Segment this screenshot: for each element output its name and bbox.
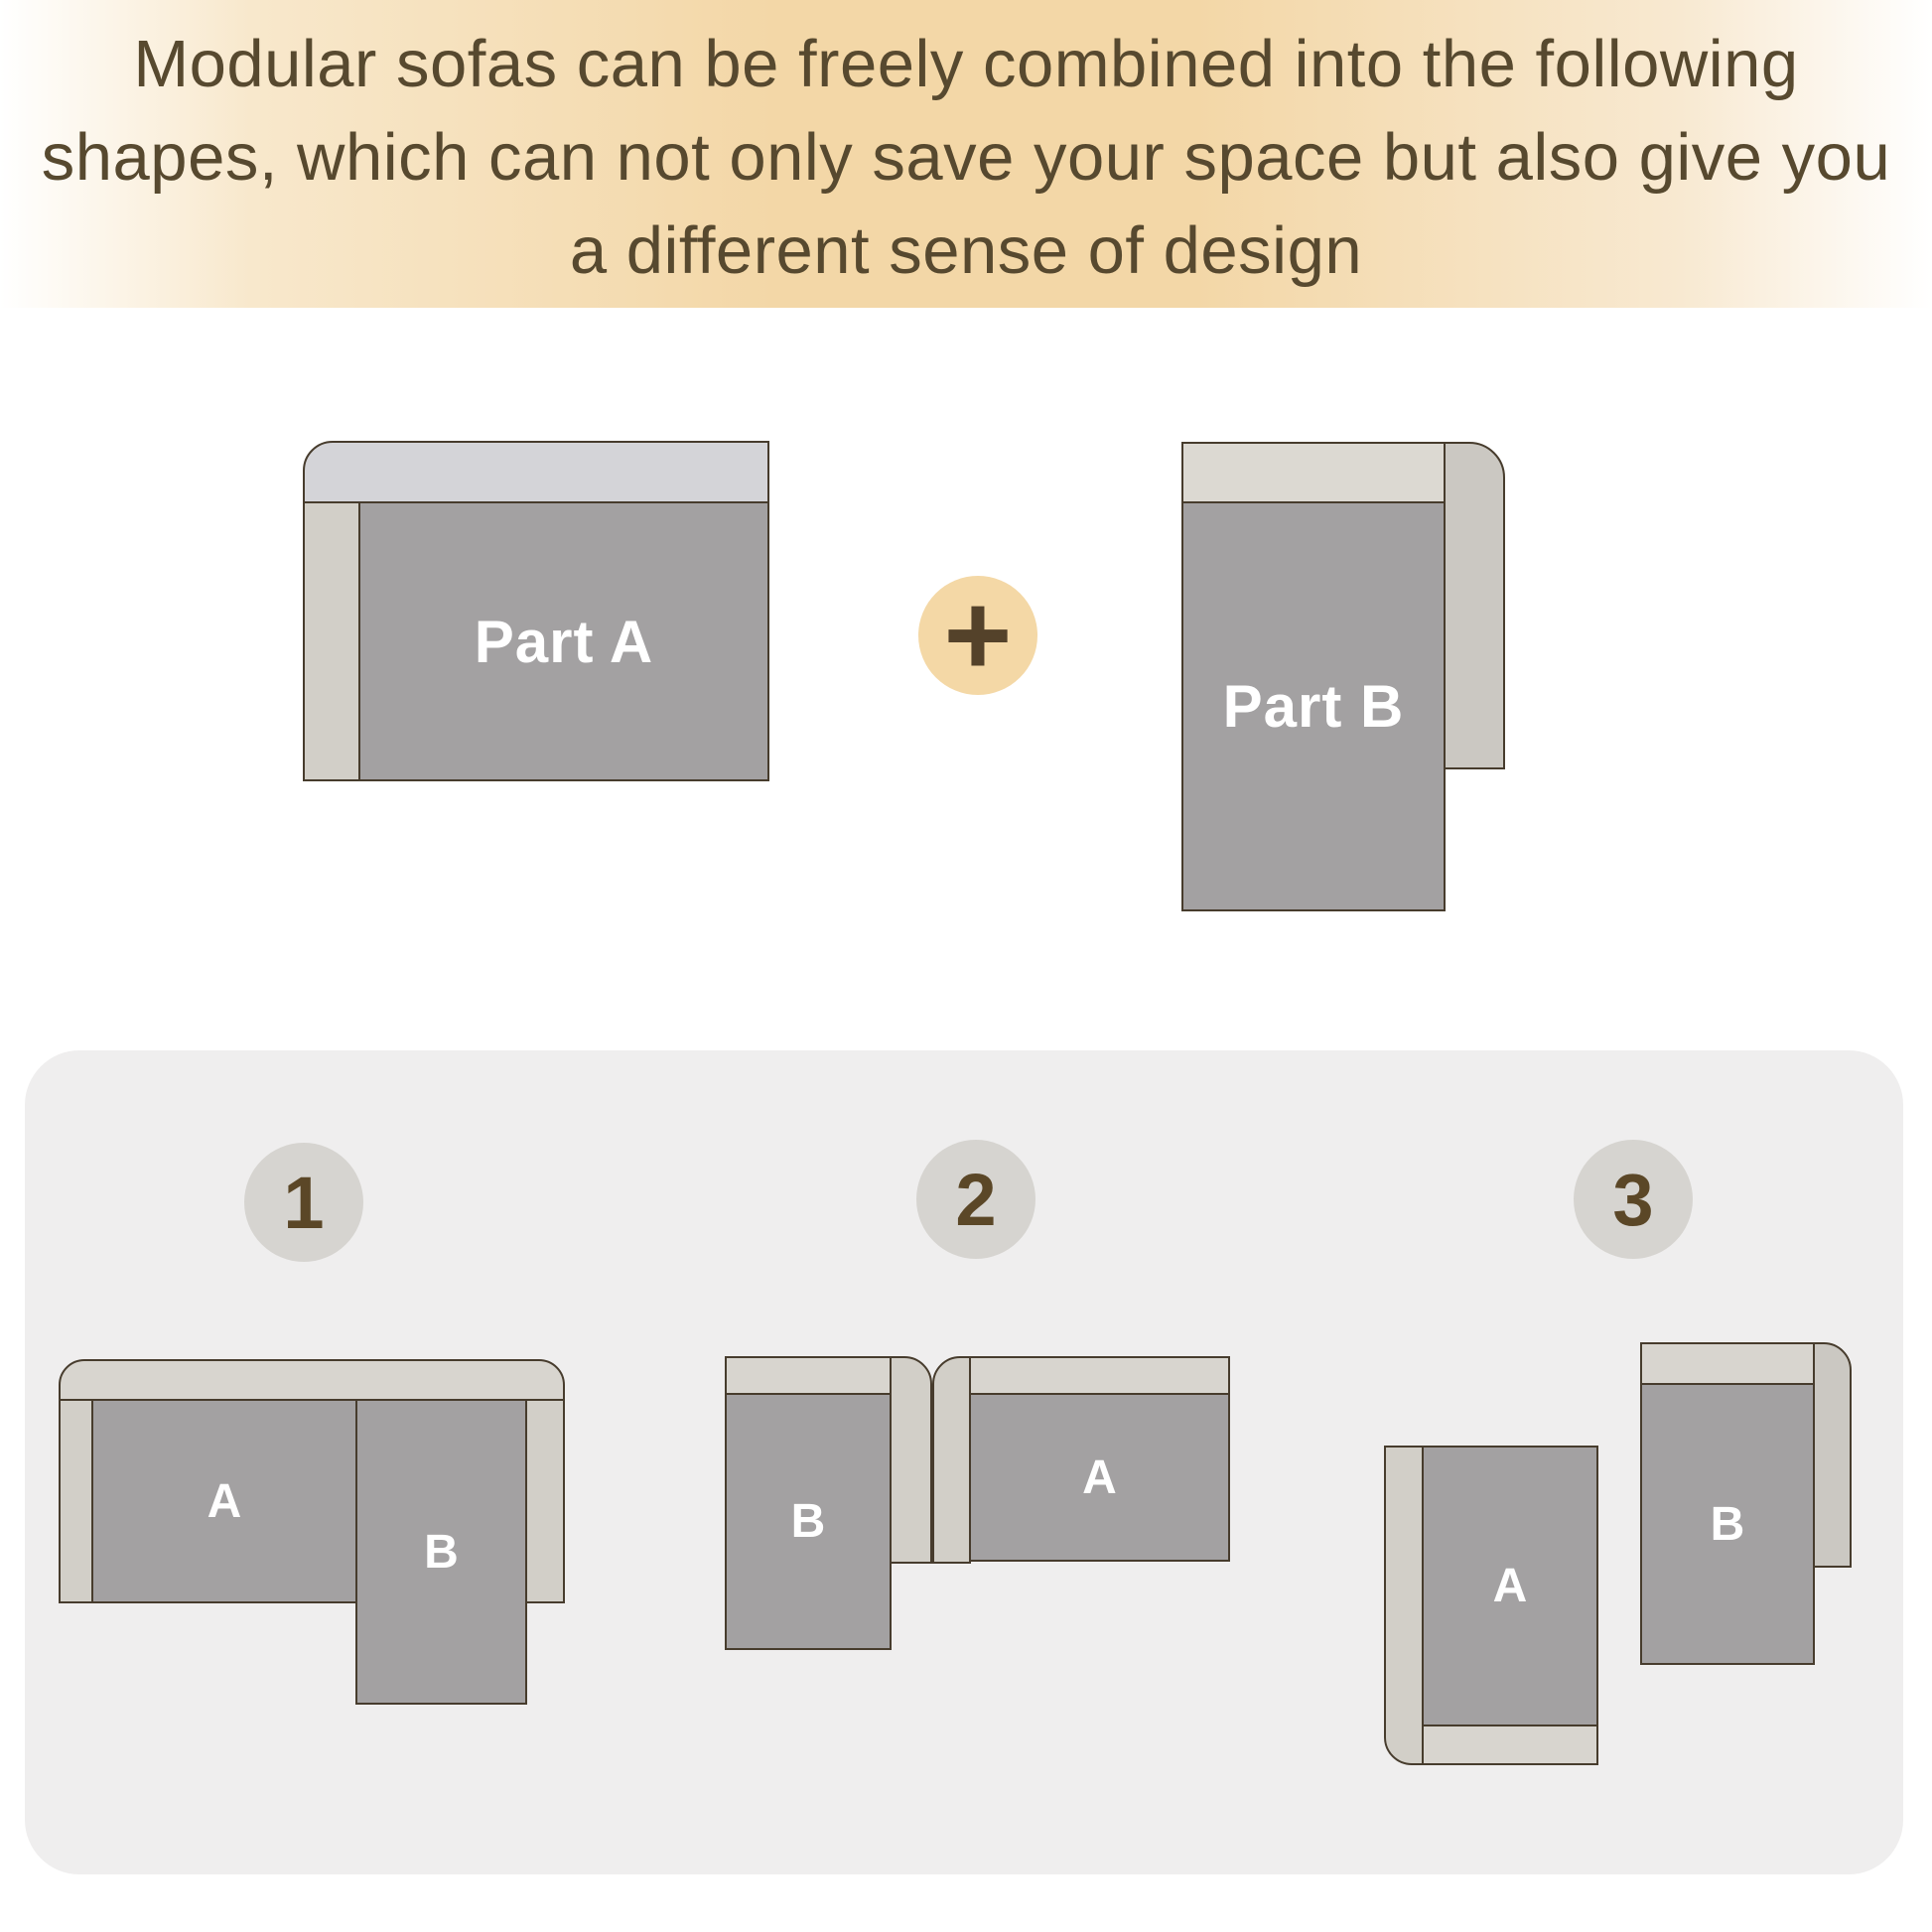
- combo-3-number: 3: [1612, 1158, 1654, 1241]
- combo-2-badge: [916, 1140, 1035, 1259]
- combo-2-seat-b: [725, 1393, 892, 1650]
- combinations-panel: [25, 1050, 1903, 1874]
- combo-1-diagram: [59, 1359, 565, 1705]
- page-title: [0, 18, 1932, 298]
- combo-2-b-armrest: [890, 1356, 932, 1564]
- title-line-3: a different sense of design: [569, 213, 1363, 288]
- combo-1-left-armrest: [59, 1399, 93, 1603]
- plus-icon: [918, 570, 1037, 701]
- combo-3-a-backrest: [1422, 1725, 1598, 1765]
- title-line-1: Modular sofas can be freely combined into the following: [133, 27, 1799, 101]
- combo-1-seat-a: [91, 1399, 357, 1603]
- part-b-backrest: [1181, 442, 1446, 503]
- part-b-armrest: [1444, 442, 1505, 769]
- title-line-2: shapes, which can not only save your space but also give you: [41, 120, 1891, 195]
- combo-2-label-a: A: [1082, 1450, 1117, 1504]
- combo-3-part-b: [1640, 1342, 1852, 1665]
- part-b-label: Part B: [1222, 673, 1405, 740]
- combo-2-b-backrest: [725, 1356, 892, 1395]
- combo-2-a-backrest: [969, 1356, 1230, 1395]
- combo-3-label-a: A: [1492, 1560, 1528, 1612]
- combo-2-part-b: [725, 1356, 932, 1650]
- combo-3-b-armrest: [1813, 1342, 1852, 1568]
- part-b-diagram: [1181, 442, 1505, 911]
- combo-2-seat-a: [969, 1393, 1230, 1562]
- combo-2-number: 2: [955, 1158, 997, 1241]
- part-b-seat: [1181, 501, 1446, 911]
- combo-3-seat-b: [1640, 1383, 1815, 1665]
- combo-1-seat-b: [355, 1399, 527, 1705]
- combo-1-label-a: A: [207, 1474, 242, 1528]
- combo-2-label-b: B: [790, 1495, 826, 1548]
- combo-1-label-b: B: [424, 1525, 459, 1579]
- combo-3-badge: [1574, 1140, 1693, 1259]
- part-a-diagram: [303, 441, 769, 781]
- combo-3-seat-a: [1422, 1446, 1598, 1726]
- plus-sign: +: [943, 570, 1013, 701]
- combo-1-number: 1: [283, 1161, 325, 1244]
- combo-3-b-backrest: [1640, 1342, 1815, 1385]
- part-a-backrest: [303, 441, 769, 503]
- combo-1-right-armrest: [525, 1399, 565, 1603]
- combo-2-part-a: [932, 1356, 1230, 1619]
- part-a-label: Part A: [474, 608, 654, 675]
- combo-2-a-armrest: [932, 1356, 971, 1564]
- combo-3-a-armrest: [1384, 1446, 1424, 1765]
- header-banner: [0, 0, 1932, 308]
- combo-1-backrest: [59, 1359, 565, 1401]
- combo-1-badge: [244, 1143, 363, 1262]
- part-a-armrest: [303, 501, 360, 781]
- part-a-seat: [358, 501, 769, 781]
- combo-3-label-b: B: [1710, 1497, 1745, 1551]
- combo-3-part-a: [1384, 1446, 1598, 1765]
